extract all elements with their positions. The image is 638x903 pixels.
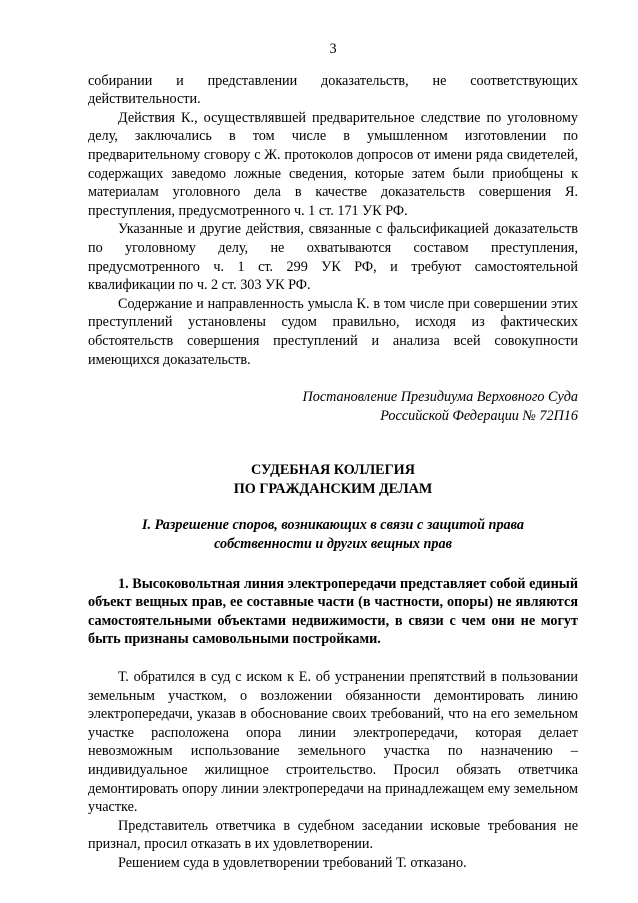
paragraph: Решением суда в удовлетворении требований Т. отказано.: [118, 854, 467, 871]
college-heading: [88, 461, 578, 498]
college-heading-line: ПО ГРАЖДАНСКИМ ДЕЛАМ: [233, 480, 433, 497]
paragraph: Действия К., осуществлявшей предварительное следствие по уголовному делу, заключались в том числе в умышленном изготовлении по предварительному сговору с Ж. протоколов допросов от имени ряда свидетелей, содержащих заведомо ложные сведения, которые затем были приобщены к материалам уголовного дела в качестве доказательств совершения Я. преступления, предусмотренного ч. 1 ст. 171 УК РФ.: [88, 109, 578, 219]
ruling-reference-line: Постановление Президиума Верховного Суда: [302, 389, 578, 406]
paragraph: собирании и представлении доказательств, не соответствующих действительности.: [88, 72, 578, 108]
paragraph: Содержание и направленность умысла К. в том числе при совершении этих преступлений установлены судом правильно, исходя из фактических обстоятельств совершения преступлений и анализа всей совокупности имеющихся доказательств.: [88, 295, 578, 368]
paragraph: Представитель ответчика в судебном заседании исковые требования не признал, просил отказать в их удовлетворении.: [88, 817, 578, 853]
section-heading-line: собственности и других вещных прав: [214, 536, 452, 553]
document-page: [88, 40, 578, 873]
paragraph: Т. обратился в суд с иском к Е. об устранении препятствий в пользовании земельным участком, о возложении обязанности демонтировать линию электропередачи, указав в обоснование своих требований, что на его земельном участке расположена опора линии электропередачи, которая делает невозможным использование земельного участка по назначению – индивидуальное жилищное строительство. Просил обязать ответчика демонтировать опору линии электропередачи на принадлежащем ему земельном участке.: [88, 669, 578, 816]
paragraph: Указанные и другие действия, связанные с фальсификацией доказательств по уголовному делу, не охватываются составом преступления, предусмотренного ч. 1 ст. 299 УК РФ, и требуют самостоятельной квалификации по ч. 2 ст. 303 УК РФ.: [88, 221, 578, 294]
case-thesis: 1. Высоковольтная линия электропередачи представляет собой единый объект вещных прав, ее составные части (в частности, опоры) не являются самостоятельными объектами недвижимости, в связи с чем они не могут быть признаны самовольными постройками.: [88, 575, 578, 648]
ruling-reference-line: Российской Федерации № 72П16: [380, 407, 578, 424]
section-heading-line: I. Разрешение споров, возникающих в связи с защитой права: [142, 517, 524, 534]
college-heading-line: СУДЕБНАЯ КОЛЛЕГИЯ: [251, 462, 415, 479]
section-heading: [88, 516, 578, 553]
ruling-reference: [88, 388, 578, 425]
page-number: 3: [329, 41, 337, 57]
